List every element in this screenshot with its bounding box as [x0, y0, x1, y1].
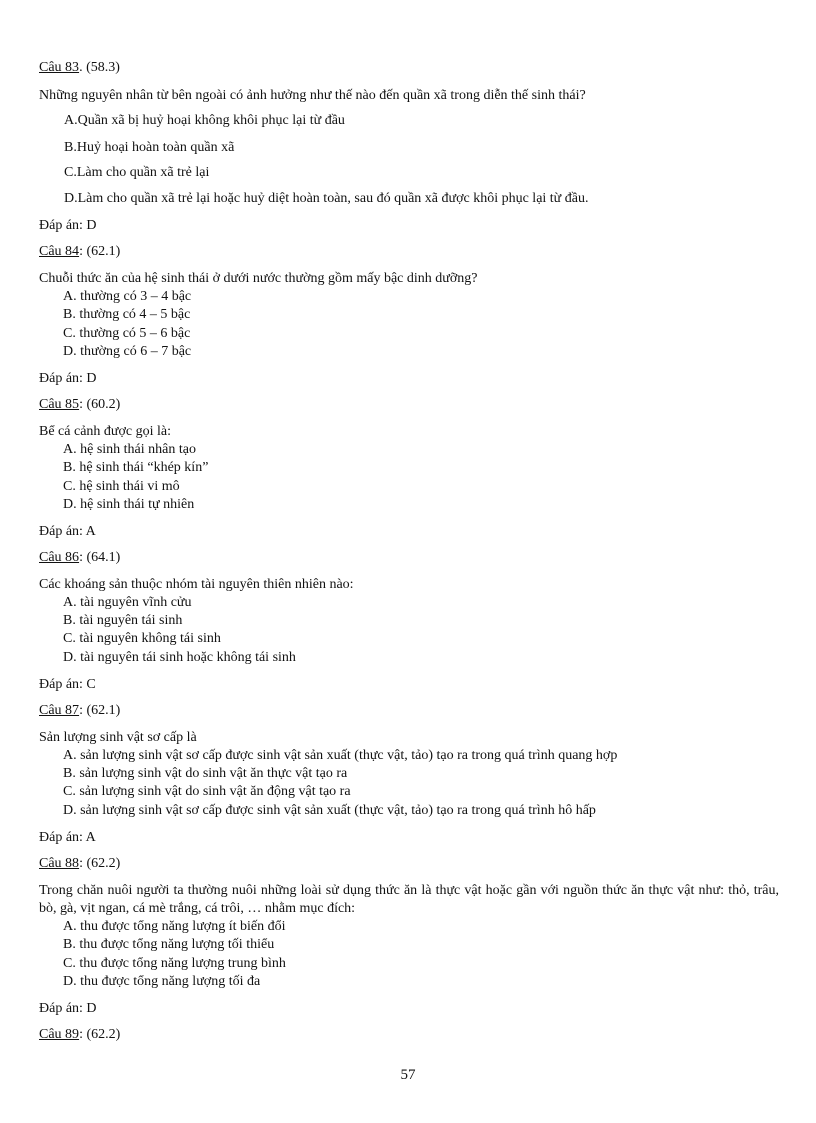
answer-key: Đáp án: A	[39, 830, 96, 845]
answer-option: B. hệ sinh thái “khép kín”	[63, 460, 209, 475]
page-number: 57	[400, 1067, 416, 1083]
answer-option: A. hệ sinh thái nhân tạo	[63, 442, 196, 457]
answer-option: A. sản lượng sinh vật sơ cấp được sinh vật sản xuất (thực vật, tảo) tạo ra trong quá trình quang hợp	[63, 748, 618, 763]
question-prompt: Những nguyên nhân từ bên ngoài có ảnh hưởng như thế nào đến quần xã trong diễn thế sinh thái?	[39, 88, 586, 103]
question-prompt: Trong chăn nuôi người ta thường nuôi những loài sử dụng thức ăn là thực vật hoặc gần với nguồn thức ăn thực vật như: thỏ, trâu, bò, gà, vịt ngan, cá mè trắng, cá trôi, … nhằm mục đích:	[39, 883, 779, 916]
answer-option: A. thu được tổng năng lượng ít biến đổi	[63, 919, 286, 934]
question-prompt: Bể cá cảnh được gọi là:	[39, 424, 171, 439]
answer-key: Đáp án: D	[39, 1001, 97, 1016]
answer-option: C. tài nguyên không tái sinh	[63, 631, 221, 646]
question-header	[39, 1026, 120, 1044]
answer-option: C. thu được tổng năng lượng trung bình	[63, 956, 286, 971]
question-number: Câu 87	[39, 703, 80, 718]
question-score: : (64.1)	[79, 550, 121, 565]
question-score: : (62.1)	[79, 244, 121, 259]
answer-option: D. tài nguyên tái sinh hoặc không tái sinh	[63, 650, 296, 665]
question-header	[39, 59, 120, 77]
answer-option: C. sản lượng sinh vật do sinh vật ăn động vật tạo ra	[63, 784, 351, 799]
answer-option: B. thu được tổng năng lượng tối thiểu	[63, 937, 275, 952]
question-number: Câu 83	[39, 60, 80, 75]
question-header	[39, 549, 120, 567]
answer-option: B. thường có 4 – 5 bậc	[63, 307, 191, 322]
question-prompt: Sản lượng sinh vật sơ cấp là	[39, 730, 197, 745]
answer-option: B. tài nguyên tái sinh	[63, 613, 183, 628]
answer-option: D. sản lượng sinh vật sơ cấp được sinh vật sản xuất (thực vật, tảo) tạo ra trong quá trình hô hấp	[63, 803, 596, 818]
answer-key: Đáp án: D	[39, 371, 97, 386]
answer-option: A.Quần xã bị huỷ hoại không khôi phục lại từ đầu	[64, 113, 345, 128]
answer-option: D. thường có 6 – 7 bậc	[63, 344, 192, 359]
question-number: Câu 86	[39, 550, 80, 565]
answer-option: D. thu được tổng năng lượng tối đa	[63, 974, 261, 989]
question-number: Câu 84	[39, 244, 80, 259]
question-score: : (62.2)	[79, 856, 121, 871]
answer-option: A. thường có 3 – 4 bậc	[63, 289, 192, 304]
answer-option: B.Huỷ hoại hoàn toàn quần xã	[64, 140, 235, 155]
question-header	[39, 243, 120, 261]
question-number: Câu 89	[39, 1027, 80, 1042]
answer-option: D. hệ sinh thái tự nhiên	[63, 497, 195, 512]
answer-option: B. sản lượng sinh vật do sinh vật ăn thực vật tạo ra	[63, 766, 348, 781]
question-score: : (62.1)	[79, 703, 121, 718]
question-prompt: Chuỗi thức ăn của hệ sinh thái ở dưới nước thường gồm mấy bậc dinh dưỡng?	[39, 271, 478, 286]
answer-key: Đáp án: C	[39, 677, 96, 692]
question-prompt: Các khoáng sản thuộc nhóm tài nguyên thiên nhiên nào:	[39, 577, 354, 592]
question-header	[39, 702, 120, 720]
question-score: : (60.2)	[79, 397, 121, 412]
answer-key: Đáp án: A	[39, 524, 96, 539]
answer-option: C. thường có 5 – 6 bậc	[63, 326, 191, 341]
answer-option: C.Làm cho quần xã trẻ lại	[64, 165, 210, 180]
question-header	[39, 396, 120, 414]
answer-option: D.Làm cho quần xã trẻ lại hoặc huỷ diệt hoàn toàn, sau đó quần xã được khôi phục lại từ đầu.	[64, 191, 589, 206]
question-number: Câu 88	[39, 856, 80, 871]
question-number: Câu 85	[39, 397, 80, 412]
question-score: : (62.2)	[79, 1027, 121, 1042]
question-header	[39, 855, 120, 873]
answer-option: A. tài nguyên vĩnh cửu	[63, 595, 192, 610]
answer-option: C. hệ sinh thái vi mô	[63, 479, 180, 494]
answer-key: Đáp án: D	[39, 218, 97, 233]
question-score: . (58.3)	[79, 60, 120, 75]
